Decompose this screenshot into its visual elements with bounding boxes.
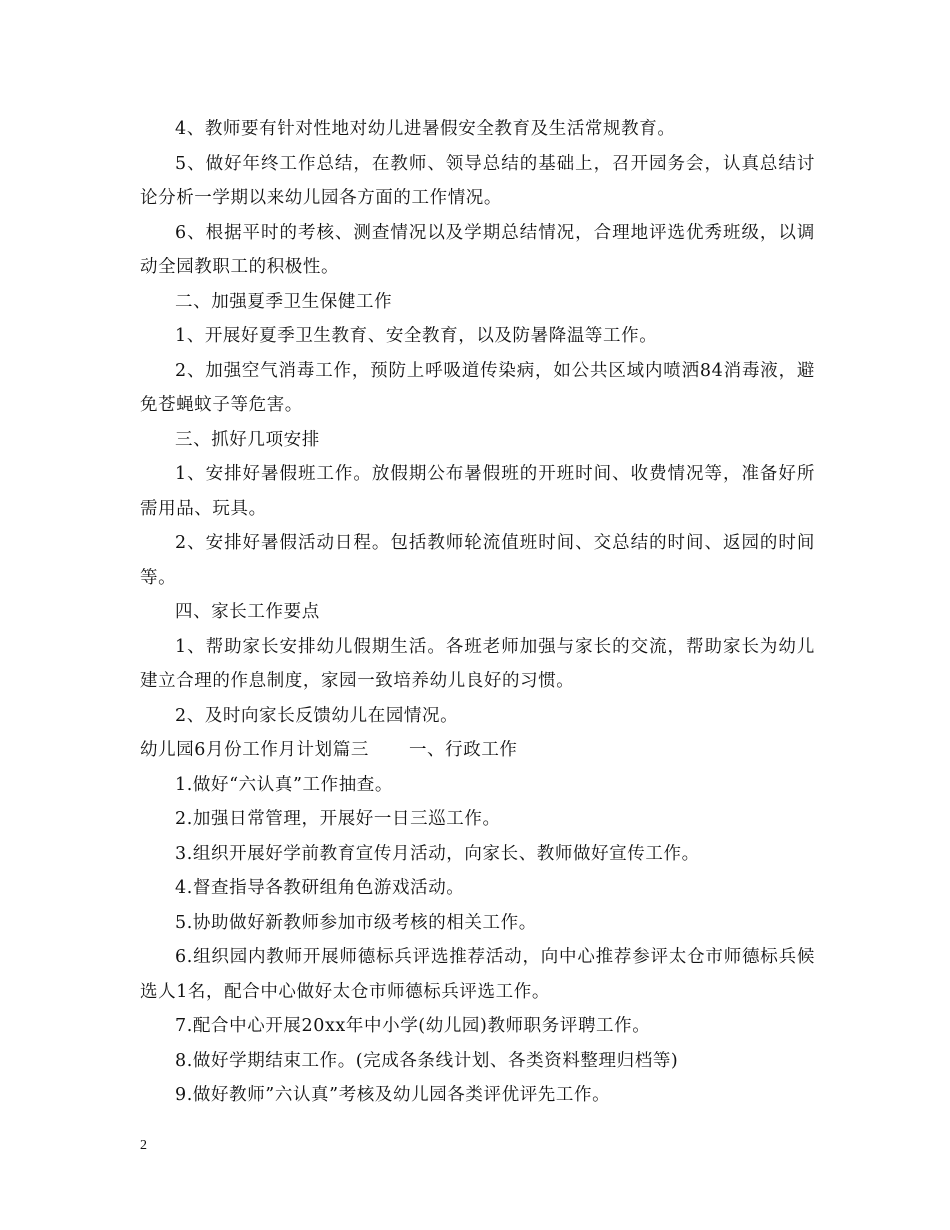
- article-subheading: 一、行政工作: [408, 740, 518, 760]
- paragraph: 5、做好年终工作总结，在教师、领导总结的基础上，召开园务会，认真总结讨论分析一学期以来幼儿园各方面的工作情况。: [140, 153, 815, 208]
- article-heading-line: [140, 733, 815, 768]
- list-item: 9.做好教师”六认真”考核及幼儿园各类评优评先工作。: [175, 1085, 611, 1105]
- paragraph: 1、安排好暑假班工作。放假期公布暑假班的开班时间、收费情况等，准备好所需用品、玩具。: [140, 464, 815, 519]
- paragraph: 1、开展好夏季卫生教育、安全教育，以及防暑降温等工作。: [175, 326, 658, 346]
- list-item: 1.做好“六认真”工作抽查。: [175, 774, 393, 795]
- section-heading: 二、加强夏季卫生保健工作: [175, 291, 393, 312]
- page-number: 2: [140, 1138, 147, 1153]
- paragraph: 2、及时向家长反馈幼儿在园情况。: [175, 705, 459, 726]
- paragraph: 2、加强空气消毒工作，预防上呼吸道传染病，如公共区域内喷洒84消毒液，避免苍蝇蚊子等危害。: [140, 360, 815, 415]
- paragraph: 4、教师要有针对性地对幼儿进暑假安全教育及生活常规教育。: [175, 119, 676, 139]
- paragraph: 2、安排好暑假活动日程。包括教师轮流值班时间、交总结的时间、返园的时间等。: [140, 533, 815, 588]
- list-item: 5.协助做好新教师参加市级考核的相关工作。: [175, 912, 537, 933]
- list-item: 2.加强日常管理，开展好一日三巡工作。: [175, 809, 501, 829]
- section-heading: 四、家长工作要点: [175, 602, 320, 622]
- list-item: 3.组织开展好学前教育宣传月活动，向家长、教师做好宣传工作。: [175, 843, 700, 864]
- list-item: 7.配合中心开展20xx年中小学(幼儿园)教师职务评聘工作。: [175, 1016, 651, 1036]
- list-item: 4.督查指导各教研组角色游戏活动。: [175, 878, 465, 898]
- article-title: 幼儿园6月份工作月计划篇三: [140, 740, 369, 760]
- list-item: 8.做好学期结束工作。(完成各条线计划、各类资料整理归档等): [175, 1050, 679, 1071]
- paragraph: 6、根据平时的考核、测查情况以及学期总结情况，合理地评选优秀班级，以调动全园教职工的积极性。: [140, 222, 815, 277]
- document-body: [140, 112, 815, 1113]
- list-item: 6.组织园内教师开展师德标兵评选推荐活动，向中心推荐参评太仓市师德标兵候选人1名，配合中心做好太仓市师德标兵评选工作。: [140, 947, 815, 1002]
- section-heading: 三、抓好几项安排: [175, 429, 320, 450]
- paragraph: 1、帮助家长安排幼儿假期生活。各班老师加强与家长的交流，帮助家长为幼儿建立合理的作息制度，家园一致培养幼儿良好的习惯。: [140, 636, 815, 691]
